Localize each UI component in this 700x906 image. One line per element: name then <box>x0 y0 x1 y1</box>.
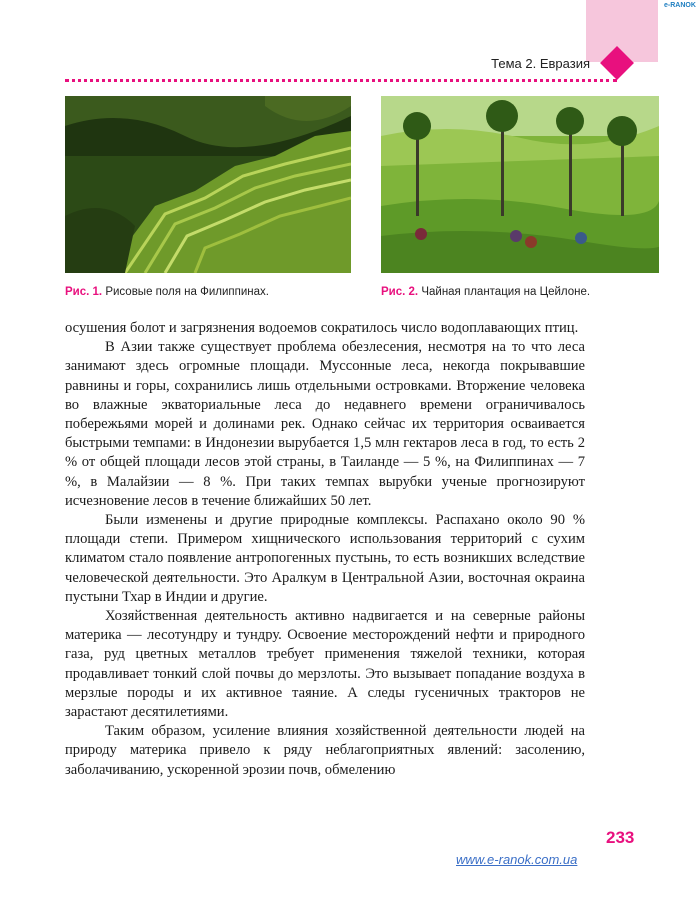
figure-2-label: Рис. 2. <box>381 286 419 298</box>
figure-1-caption-text: Рисовые поля на Филиппинах. <box>105 286 269 298</box>
paragraph-3: Были изменены и другие природные комплексы. Распахано около 90 % площади степи. Примером хищнического использования территорий с сухим климатом стало появление антропогенных пустынь, то есть возникших вследствие человеческой деятельности. Это Аралкум в Центральной Азии, восточная окраина пустыни Тхар в Индии и другие. <box>65 512 585 605</box>
figure-1-rice-terraces-photo <box>65 96 351 273</box>
body-text <box>65 319 585 780</box>
page-number: 233 <box>606 828 635 847</box>
figure-1-caption <box>65 286 269 298</box>
paragraph-1: осушения болот и загрязнения водоемов сократилось число водоплавающих птиц. <box>65 320 579 336</box>
topic-header: Тема 2. Евразия <box>491 56 590 71</box>
publisher-url-link[interactable]: www.e-ranok.com.ua <box>456 852 578 867</box>
header-divider <box>65 79 617 82</box>
figure-2-caption-text: Чайная плантация на Цейлоне. <box>421 286 591 298</box>
figure-2-tea-plantation-photo <box>381 96 659 273</box>
figure-2-caption <box>381 286 590 298</box>
paragraph-2: В Азии также существует проблема обезлесения, несмотря на то что леса занимают здесь огромные площади. Муссонные леса, некогда покрывавшие равнины и горы, сохранились лишь отдельными островками. Вторжение человека во влажные экваториальные леса до недавнего времени ограничивалось побережьями морей и долинами рек. Однако сейчас их территория осваивается быстрыми темпами: в Индонезии вырубается 1,5 млн гектаров леса в год, то есть 2 % от общей площади лесов этой страны, в Таиланде — 5 %, на Филиппинах — 7 %, в Малайзии — 8 %. При таких темпах вырубки ученые прогнозируют исчезновение лесов в течение ближайших 50 лет. <box>65 339 585 509</box>
publisher-logo: e-RANOK <box>664 2 696 9</box>
paragraph-4: Хозяйственная деятельность активно надвигается и на северные районы материка — лесотундру и тундру. Освоение месторождений нефти и природного газа, руд цветных металлов требует применения тяжелой техники, которая продавливает тонкий слой почвы до мерзлоты. Это вызывает попадание воздуха в мерзлые породы и их активное таяние. А следы гусеничных тракторов не зарастают десятилетиями. <box>65 608 585 721</box>
paragraph-5: Таким образом, усиление влияния хозяйственной деятельности людей на природу материка привело к ряду неблагоприятных явлений: засолению, заболачиванию, ускоренной эрозии почв, обмелению <box>65 723 585 778</box>
figure-1-label: Рис. 1. <box>65 286 103 298</box>
